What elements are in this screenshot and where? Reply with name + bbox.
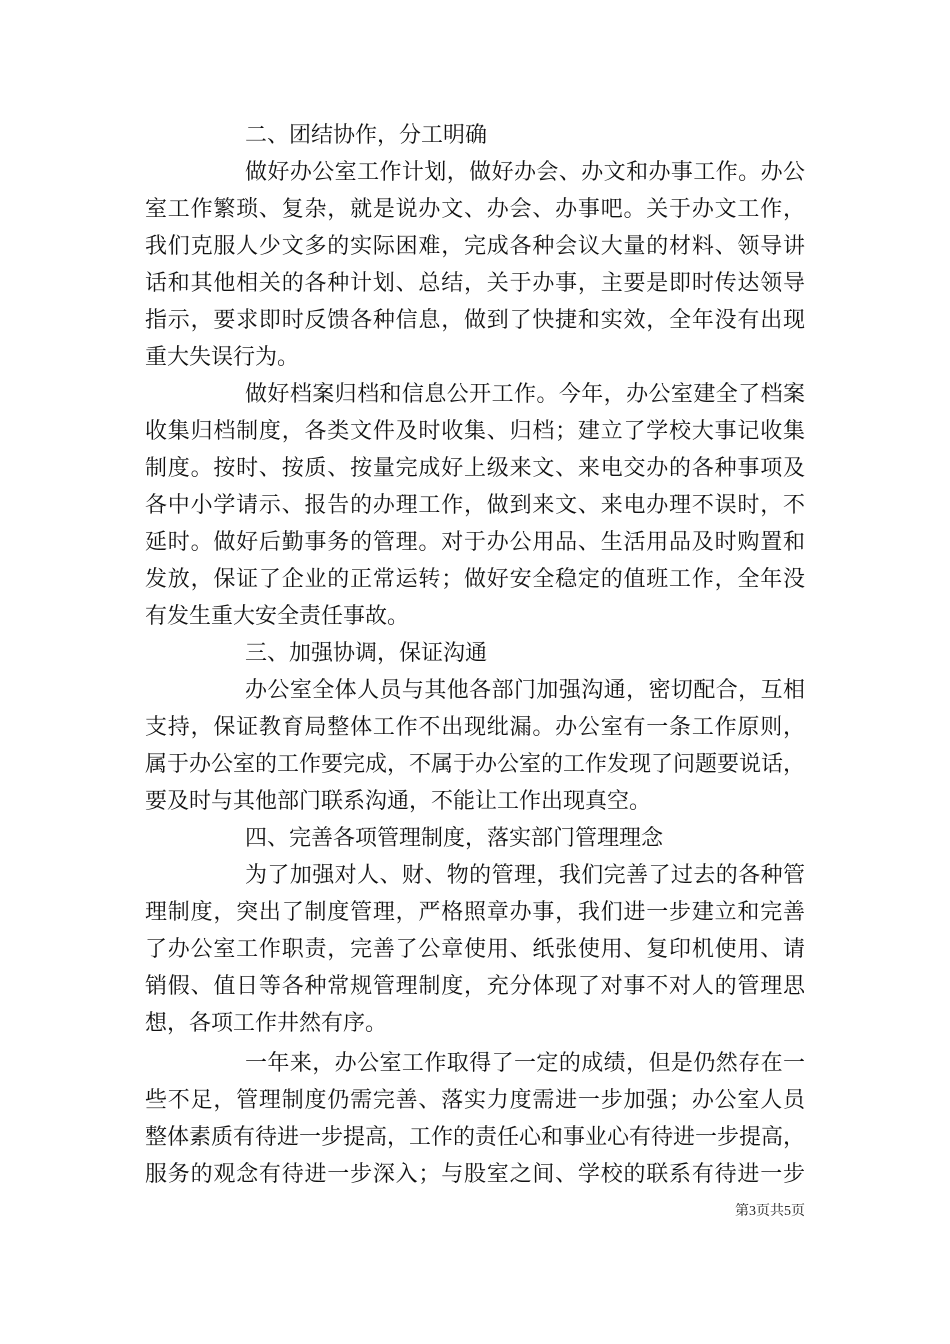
paragraph bbox=[145, 672, 805, 820]
text-line: 制度。按时、按质、按量完成好上级来文、来电交办的各种事项及 bbox=[145, 456, 805, 481]
text-line: 了办公室工作职责，完善了公章使用、纸张使用、复印机使用、请 bbox=[145, 937, 805, 962]
text-line: 做好档案归档和信息公开工作。今年，办公室建全了档案 bbox=[245, 382, 805, 407]
text-line: 重大失误行为。 bbox=[145, 345, 300, 370]
section-heading bbox=[145, 117, 805, 154]
text-line: 整体素质有待进一步提高，工作的责任心和事业心有待进一步提高， bbox=[145, 1125, 806, 1150]
text-line: 话和其他相关的各种计划、总结，关于办事，主要是即时传达领导 bbox=[145, 271, 805, 296]
paragraph bbox=[145, 857, 805, 1042]
text-line: 一年来，办公室工作取得了一定的成绩，但是仍然存在一 bbox=[245, 1051, 805, 1076]
text-line: 支持，保证教育局整体工作不出现纰漏。办公室有一条工作原则， bbox=[145, 715, 805, 740]
paragraph bbox=[145, 1045, 805, 1193]
text-line: 延时。做好后勤事务的管理。对于办公用品、生活用品及时购置和 bbox=[145, 530, 805, 555]
section-heading bbox=[145, 820, 805, 857]
text-line: 为了加强对人、财、物的管理，我们完善了过去的各种管 bbox=[245, 863, 805, 888]
text-line: 要及时与其他部门联系沟通，不能让工作出现真空。 bbox=[145, 789, 652, 814]
text-line: 销假、值日等各种常规管理制度，充分体现了对事不对人的管理思 bbox=[145, 974, 805, 999]
text-line: 室工作繁琐、复杂，就是说办文、办会、办事吧。关于办文工作， bbox=[145, 197, 805, 222]
text-line: 收集归档制度，各类文件及时收集、归档；建立了学校大事记收集 bbox=[145, 419, 805, 444]
text-line: 发放，保证了企业的正常运转；做好安全稳定的值班工作，全年没 bbox=[145, 567, 805, 592]
text-line: 有发生重大安全责任事故。 bbox=[145, 604, 410, 629]
text-line: 办公室全体人员与其他各部门加强沟通，密切配合，互相 bbox=[245, 678, 805, 703]
document-body bbox=[145, 117, 805, 1193]
text-line: 三、加强协调，保证沟通 bbox=[245, 641, 488, 666]
paragraph bbox=[145, 154, 805, 376]
paragraph bbox=[145, 376, 805, 635]
text-line: 属于办公室的工作要完成，不属于办公室的工作发现了问题要说话， bbox=[145, 752, 806, 777]
text-line: 各中小学请示、报告的办理工作，做到来文、来电办理不误时，不 bbox=[145, 493, 805, 518]
section-heading bbox=[145, 635, 805, 672]
page-number: 第3页共5页 bbox=[735, 1204, 805, 1219]
text-line: 指示，要求即时反馈各种信息，做到了快捷和实效，全年没有出现 bbox=[145, 308, 805, 333]
text-line: 做好办公室工作计划，做好办会、办文和办事工作。办公 bbox=[245, 160, 805, 185]
text-line: 服务的观念有待进一步深入；与股室之间、学校的联系有待进一步 bbox=[145, 1162, 805, 1187]
text-line: 些不足，管理制度仍需完善、落实力度需进一步加强；办公室人员 bbox=[145, 1088, 805, 1113]
text-line: 四、完善各项管理制度，落实部门管理理念 bbox=[245, 826, 664, 851]
text-line: 想，各项工作井然有序。 bbox=[145, 1011, 388, 1036]
text-line: 理制度，突出了制度管理，严格照章办事，我们进一步建立和完善 bbox=[145, 900, 805, 925]
text-line: 我们克服人少文多的实际困难，完成各种会议大量的材料、领导讲 bbox=[145, 234, 805, 259]
text-line: 二、团结协作，分工明确 bbox=[245, 123, 488, 148]
